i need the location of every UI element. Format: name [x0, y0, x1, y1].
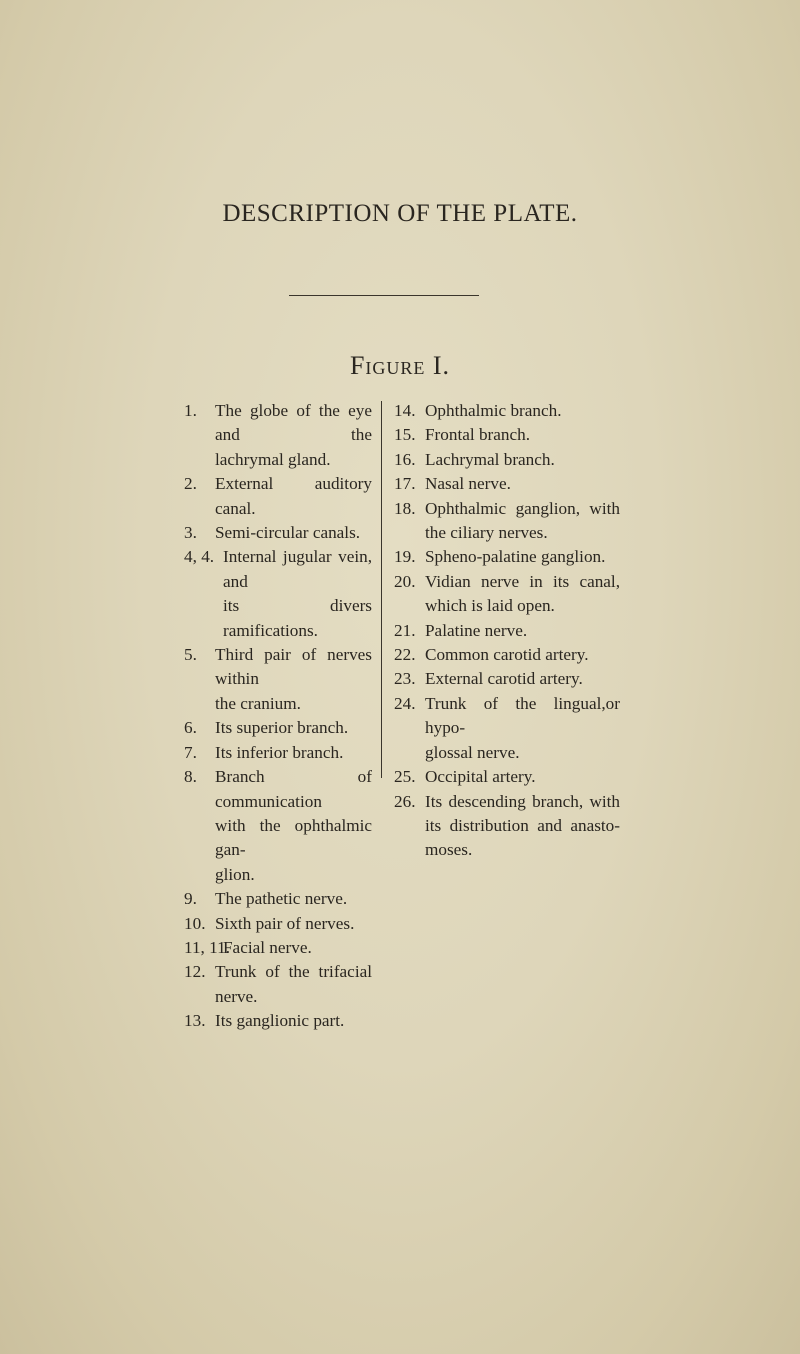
- legend-entry: [394, 765, 620, 789]
- legend-line: Facial nerve.: [223, 937, 312, 957]
- legend-text: [215, 716, 372, 740]
- legend-number: 1.: [184, 401, 197, 420]
- legend-line: which is laid open.: [425, 596, 555, 616]
- legend-number: 5.: [184, 645, 197, 665]
- legend-text: [223, 545, 372, 643]
- legend-entry: [394, 667, 620, 691]
- legend-text: [425, 497, 620, 546]
- legend-line: Its inferior branch.: [215, 742, 344, 762]
- legend-entry: [394, 692, 620, 765]
- legend-entry: [394, 619, 620, 643]
- legend-line: glion.: [215, 864, 255, 884]
- left-legend-column: [184, 399, 372, 1034]
- legend-line: lachrymal gland.: [215, 449, 331, 469]
- legend-entry: [394, 790, 620, 863]
- legend-text: [425, 399, 620, 423]
- legend-line: External carotid artery.: [425, 669, 583, 689]
- legend-line: moses.: [425, 840, 473, 860]
- column-divider: [381, 401, 382, 778]
- legend-line: Lachrymal branch.: [425, 449, 555, 469]
- legend-entry: [394, 423, 620, 447]
- legend-text: [215, 912, 372, 936]
- legend-line: Internal jugular vein, and: [223, 547, 372, 591]
- legend-line: Frontal branch.: [425, 425, 531, 445]
- legend-entry: [394, 545, 620, 569]
- legend-line: Spheno-palatine ganglion.: [425, 547, 606, 567]
- figure-heading: Figure I.: [349, 351, 451, 380]
- legend-line: Ophthalmic ganglion, with: [425, 498, 620, 518]
- legend-number: 25.: [394, 767, 416, 787]
- legend-entry: [184, 545, 372, 643]
- legend-number: 19.: [394, 547, 416, 567]
- legend-text: [215, 960, 372, 1009]
- legend-text: [425, 765, 620, 789]
- legend-line: its divers ramifications.: [223, 596, 372, 640]
- legend-line: Semi-circular canals.: [215, 523, 361, 543]
- legend-entry: [394, 497, 620, 546]
- legend-text: [425, 667, 620, 691]
- legend-line: Its descending branch, with: [425, 791, 620, 811]
- legend-entry: [394, 448, 620, 472]
- legend-entry: [184, 936, 372, 960]
- legend-number: 4, 4.: [184, 547, 215, 567]
- legend-line: Branch of communication: [215, 767, 372, 811]
- legend-number: 8.: [184, 767, 197, 787]
- legend-number: 22.: [394, 645, 416, 665]
- legend-text: [425, 472, 620, 496]
- legend-number: 11, 11.: [184, 937, 230, 957]
- legend-entry: [184, 960, 372, 1009]
- legend-line: Ophthalmic branch.: [425, 401, 562, 420]
- legend-number: 3.: [184, 523, 197, 543]
- legend-entry: [184, 716, 372, 740]
- legend-line: External auditory canal.: [215, 474, 372, 518]
- legend-entry: [394, 399, 620, 423]
- legend-line: Its ganglionic part.: [215, 1011, 345, 1031]
- legend-number: 21.: [394, 620, 416, 640]
- legend-entry: [394, 643, 620, 667]
- legend-number: 12.: [184, 962, 206, 982]
- legend-text: [425, 570, 620, 619]
- legend-text: [215, 887, 372, 911]
- legend-text: [223, 936, 372, 960]
- legend-number: 26.: [394, 791, 416, 811]
- legend-line: with the ophthalmic gan-: [215, 815, 372, 860]
- legend-line: the cranium.: [215, 693, 301, 713]
- legend-number: 13.: [184, 1011, 206, 1031]
- legend-number: 6.: [184, 718, 197, 738]
- legend-line: Vidian nerve in its canal,: [425, 571, 620, 591]
- legend-line: Its superior branch.: [215, 718, 349, 738]
- legend-text: [215, 643, 372, 716]
- legend-number: 15.: [394, 425, 416, 445]
- legend-number: 24.: [394, 693, 416, 713]
- legend-number: 14.: [394, 401, 416, 420]
- legend-number: 9.: [184, 889, 197, 909]
- legend-line: Trunk of the trifacial nerve.: [215, 962, 372, 1006]
- legend-text: [215, 399, 372, 472]
- legend-entry: [184, 741, 372, 765]
- legend-entry: [184, 887, 372, 911]
- legend-number: 2.: [184, 474, 197, 494]
- legend-number: 17.: [394, 474, 416, 494]
- legend-entry: [184, 472, 372, 521]
- legend-entry: [394, 472, 620, 496]
- legend-line: glossal nerve.: [425, 742, 520, 762]
- legend-text: [215, 765, 372, 887]
- legend-text: [425, 423, 620, 447]
- legend-line: its distribution and anasto-: [425, 815, 620, 835]
- legend-number: 18.: [394, 498, 416, 518]
- legend-entry: [184, 399, 372, 472]
- legend-text: [425, 790, 620, 863]
- legend-entry: [394, 570, 620, 619]
- legend-text: [425, 619, 620, 643]
- legend-number: 10.: [184, 913, 206, 933]
- legend-line: Trunk of the lingual,or hypo-: [425, 693, 620, 738]
- legend-number: 16.: [394, 449, 416, 469]
- right-legend-column: [394, 399, 620, 863]
- legend-entry: [184, 1009, 372, 1033]
- title-rule: [289, 295, 479, 296]
- legend-line: Occipital artery.: [425, 767, 536, 787]
- legend-line: the ciliary nerves.: [425, 523, 548, 543]
- legend-text: [425, 692, 620, 765]
- legend-text: [215, 741, 372, 765]
- legend-line: Sixth pair of nerves.: [215, 913, 355, 933]
- legend-entry: [184, 912, 372, 936]
- legend-line: Palatine nerve.: [425, 620, 528, 640]
- legend-text: [215, 472, 372, 521]
- legend-line: Common carotid artery.: [425, 645, 589, 665]
- legend-line: Nasal nerve.: [425, 474, 511, 494]
- legend-number: 23.: [394, 669, 416, 689]
- legend-number: 20.: [394, 571, 416, 591]
- legend-line: The globe of the eye and the: [215, 401, 372, 445]
- legend-text: [425, 448, 620, 472]
- legend-entry: [184, 765, 372, 887]
- legend-line: Third pair of nerves within: [215, 645, 372, 689]
- legend-text: [215, 521, 372, 545]
- legend-text: [425, 545, 620, 569]
- page-title: DESCRIPTION OF THE PLATE.: [222, 200, 578, 227]
- legend-entry: [184, 643, 372, 716]
- legend-entry: [184, 521, 372, 545]
- legend-text: [425, 643, 620, 667]
- legend-line: The pathetic nerve.: [215, 889, 348, 909]
- legend-text: [215, 1009, 372, 1033]
- legend-number: 7.: [184, 742, 197, 762]
